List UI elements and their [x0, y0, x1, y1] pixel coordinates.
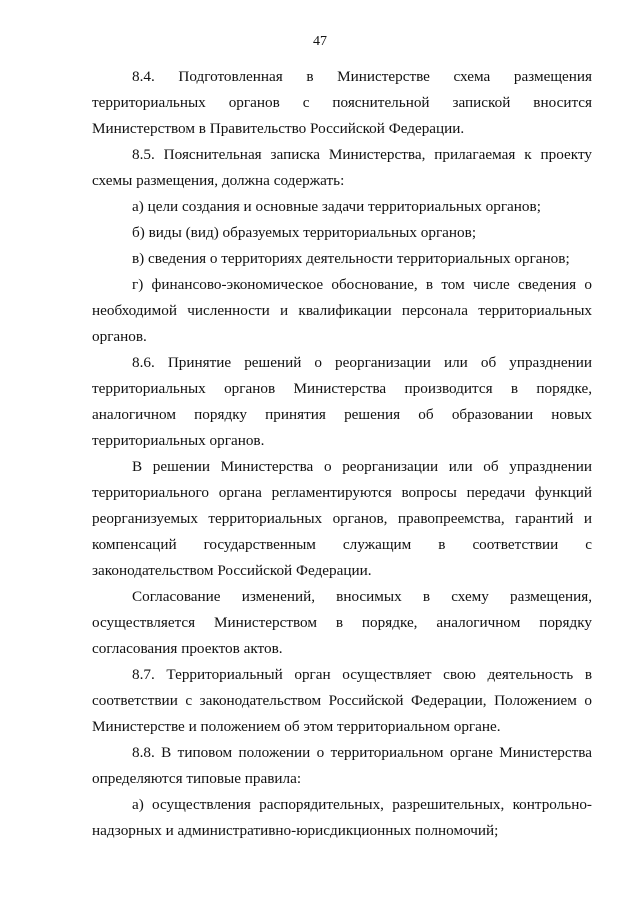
paragraph-8-6: 8.6. Принятие решений о реорганизации или об упразднении территориальных органов Министерства производится в порядке, аналогичном порядку принятия решения об образовании новых территориальных органов.: [92, 354, 592, 449]
page-number: 47: [313, 34, 327, 49]
paragraph-8-7: 8.7. Территориальный орган осуществляет свою деятельность в соответствии с законодательством Российской Федерации, Положением о Министерстве и положением об этом территориальном органе.: [92, 666, 592, 735]
list-item-v: в) сведения о территориях деятельности территориальных органов;: [132, 250, 570, 267]
paragraph-8-5: 8.5. Пояснительная записка Министерства, прилагаемая к проекту схемы размещения, должна содержать:: [92, 146, 592, 189]
paragraph-8-8: 8.8. В типовом положении о территориальном органе Министерства определяются типовые правила:: [92, 744, 592, 787]
list-item-g: г) финансово-экономическое обоснование, в том числе сведения о необходимой численности и квалификации персонала территориальных органов.: [92, 276, 592, 345]
paragraph-approval-of-changes: Согласование изменений, вносимых в схему размещения, осуществляется Министерством в порядке, аналогичном порядку согласования проектов актов.: [92, 588, 592, 657]
document-body: [92, 64, 592, 844]
list-item-a: а) цели создания и основные задачи территориальных органов;: [132, 198, 541, 215]
list-item-a-powers: а) осуществления распорядительных, разрешительных, контрольно-надзорных и административно-юрисдикционных полномочий;: [92, 796, 592, 839]
paragraph-8-4: 8.4. Подготовленная в Министерстве схема размещения территориальных органов с пояснительной запиской вносится Министерством в Правительство Российской Федерации.: [92, 68, 592, 137]
paragraph-reorganization-decision: В решении Министерства о реорганизации или об упразднении территориального органа регламентируются вопросы передачи функций реорганизуемых территориальных органов, правопреемства, гарантий и компенсаций государственным служащим в соответствии с законодательством Российской Федерации.: [92, 458, 592, 579]
list-item-b: б) виды (вид) образуемых территориальных органов;: [132, 224, 477, 241]
